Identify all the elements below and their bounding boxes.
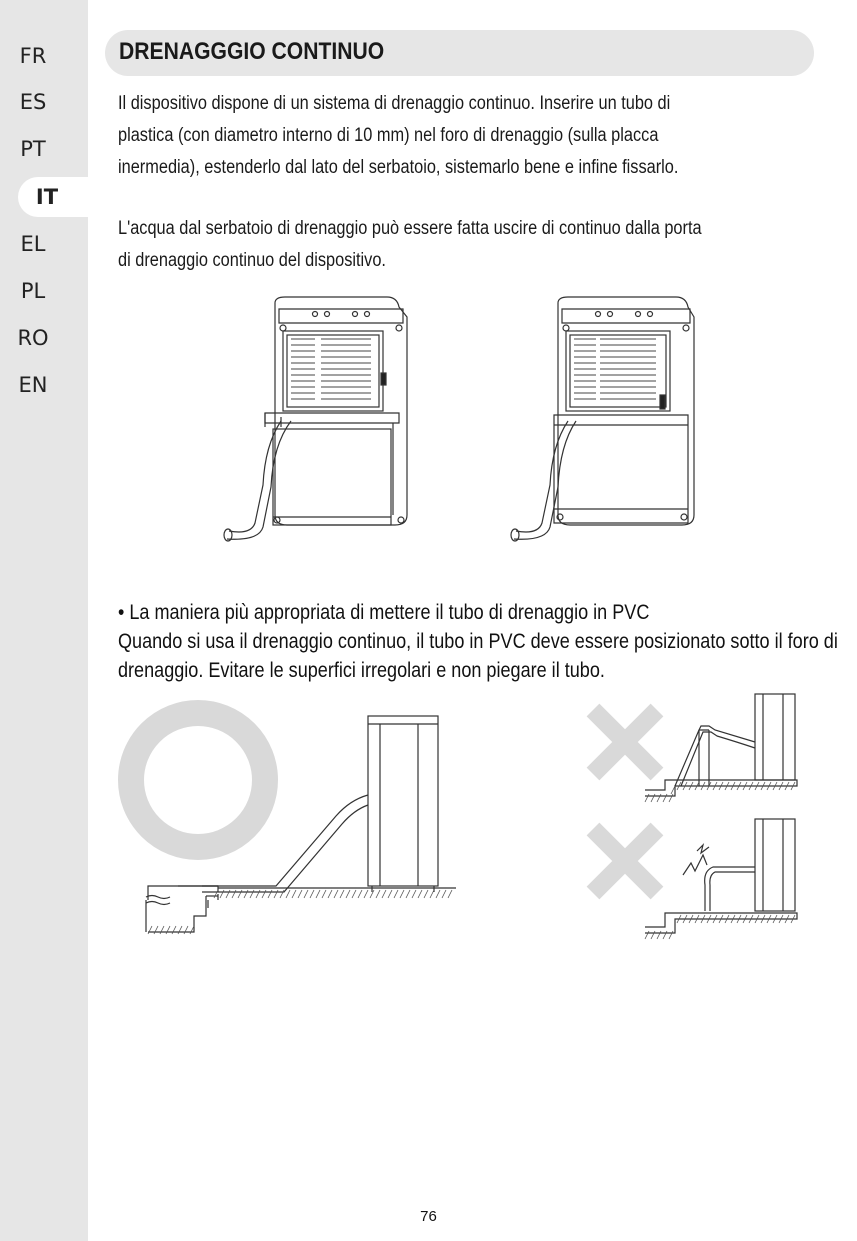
- intro2-line: L'acqua dal serbatoio di drenaggio può essere fatta uscire di continuo dalla porta: [118, 218, 702, 239]
- intro-line: plastica (con diametro interno di 10 mm) nel foro di drenaggio (sulla placca: [118, 125, 659, 146]
- wrong-kinked-hose-illustration: [585, 815, 800, 940]
- page-number: 76: [420, 1208, 437, 1225]
- lang-pt[interactable]: PT: [20, 137, 46, 161]
- pvc-heading: • La maniera più appropriata di mettere il tubo di drenaggio in PVC: [118, 601, 650, 624]
- intro-line: inermedia), estenderlo dal lato del serbatoio, sistemarlo bene e infine fissarlo.: [118, 157, 679, 178]
- page-title: DRENAGGGIO CONTINUO: [119, 38, 385, 65]
- language-sidebar: [0, 0, 88, 1241]
- intro-line: Il dispositivo dispone di un sistema di drenaggio continuo. Inserire un tubo di: [118, 93, 671, 114]
- correct-installation-illustration: [118, 700, 463, 940]
- intro2-paragraph: [118, 213, 702, 277]
- dehumidifier-tank-open-illustration: [215, 295, 415, 540]
- lang-es[interactable]: ES: [19, 90, 47, 114]
- intro-paragraph: [118, 88, 678, 184]
- pvc-line: Quando si usa il drenaggio continuo, il tubo in PVC deve essere posizionato sotto il foro di: [118, 630, 838, 653]
- wrong-raised-hose-illustration: [585, 690, 800, 810]
- intro2-line: di drenaggio continuo del dispositivo.: [118, 250, 386, 271]
- wrong-cross-icon: [593, 710, 657, 774]
- pvc-line: drenaggio. Evitare le superfici irregolari e non piegare il tubo.: [118, 659, 605, 682]
- pvc-section: [118, 598, 838, 685]
- lang-el[interactable]: EL: [20, 232, 46, 256]
- lang-it-active[interactable]: IT: [18, 177, 88, 217]
- correct-circle-icon: [131, 713, 265, 847]
- dehumidifier-tank-closed-illustration: [508, 295, 708, 540]
- section-title-bar: [105, 30, 814, 76]
- wrong-cross-icon: [593, 829, 657, 893]
- lang-pl[interactable]: PL: [20, 279, 46, 303]
- lang-en[interactable]: EN: [18, 373, 48, 397]
- lang-ro[interactable]: RO: [17, 326, 49, 350]
- lang-fr[interactable]: FR: [19, 44, 47, 68]
